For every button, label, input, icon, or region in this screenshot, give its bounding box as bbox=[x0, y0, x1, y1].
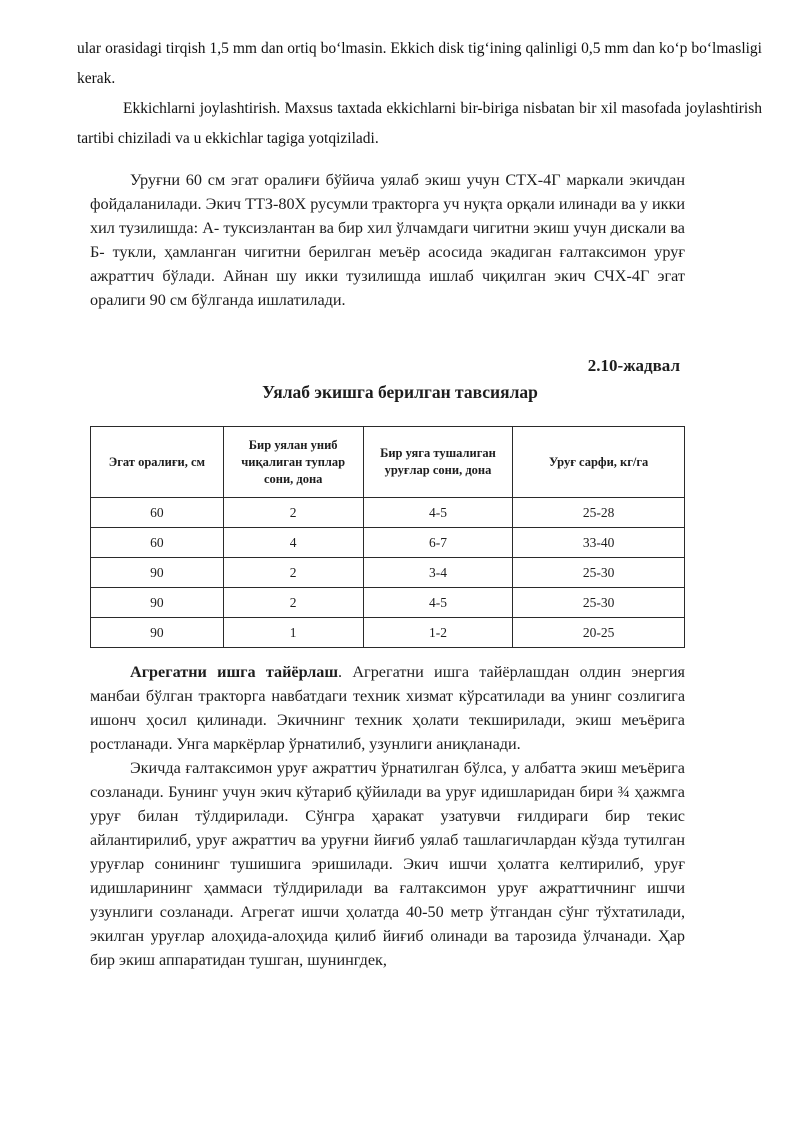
table-cell: 25-30 bbox=[513, 588, 685, 618]
table-row bbox=[91, 618, 685, 648]
table-header-cell: Уруғ сарфи, кг/га bbox=[513, 427, 685, 498]
table-cell: 90 bbox=[91, 588, 224, 618]
table-cell: 60 bbox=[91, 528, 224, 558]
table-cell: 6-7 bbox=[363, 528, 513, 558]
section-heading: Агрегатни ишга тайёрлаш bbox=[130, 663, 339, 681]
table-cell: 3-4 bbox=[363, 558, 513, 588]
table-cell: 2 bbox=[223, 588, 363, 618]
table-header-cell: Бир уялан униб чиқалиган туплар сони, дона bbox=[223, 427, 363, 498]
scan-intro-block bbox=[90, 168, 685, 312]
table-cell: 4-5 bbox=[363, 498, 513, 528]
table-cell: 90 bbox=[91, 618, 224, 648]
table-row bbox=[91, 528, 685, 558]
scan-aggregate-paragraph-2: Экичда ғалтаксимон уруғ ажраттич ўрнатилган бўлса, у албатта экиш меъёрига созланади. Бунинг учун экич кўтариб қўйилади ва уруғ идишларидан бири ¾ ҳажмга уруғ билан тўлдирилади. Сўнгра ҳаракат узатувчи ғилдираги бир текис айлантирилиб, уруғ ажраттич ва уруғни йиғиб уялаб ташлагичлардан кўзда тутилган уруғлар сонининг тушишига эришилади. Экич ишчи ҳолатга келтирилиб, уруғ идишларининг ҳаммаси тўлдирилади ва ғалтаксимон уруғ ажраттичнинг ишчи узунлиги созланади. Агрегат ишчи ҳолатда 40-50 метр ўтгандан сўнг тўхтатилади, экилган уруғлар алоҳида-алоҳида қилиб йиғиб олинади ва тарозида ўлчанади. Ҳар бир экиш аппаратидан тушган, шунингдек, bbox=[90, 759, 685, 969]
typed-paragraph-2: Ekkichlarni joylashtirish. Maxsus taxtada ekkichlarni bir-biriga nisbatan bir xil masofada joylashtirish tartibi chiziladi va u ekkichlar tagiga yotqiziladi. bbox=[77, 100, 762, 147]
table-cell: 4-5 bbox=[363, 588, 513, 618]
table-cell: 1 bbox=[223, 618, 363, 648]
table-header-cell: Эгат оралиғи, см bbox=[91, 427, 224, 498]
table-title: Уялаб экишга берилган тавсиялар bbox=[262, 382, 538, 402]
table-cell: 2 bbox=[223, 558, 363, 588]
table-cell: 2 bbox=[223, 498, 363, 528]
scan-aggregate-text: . Агрегатни ишга тайёрлашдан олдин энергия манбаи бўлган тракторга навбатдаги техник хизмат кўрсатилади ва унинг созлигига ишонч ҳосил қилинади. Экичнинг техник ҳолати текширилади, экиш меъёрига ростланади. Унга маркёрлар ўрнатилиб, узунлиги аниқланади. bbox=[90, 663, 685, 753]
table-cell: 25-28 bbox=[513, 498, 685, 528]
table-cell: 1-2 bbox=[363, 618, 513, 648]
table-cell: 25-30 bbox=[513, 558, 685, 588]
table-number: 2.10-жадвал bbox=[587, 356, 680, 375]
table-cell: 90 bbox=[91, 558, 224, 588]
table-cell: 4 bbox=[223, 528, 363, 558]
table-row bbox=[91, 558, 685, 588]
recommendations-table bbox=[90, 426, 685, 648]
scanned-page-image bbox=[0, 160, 800, 1120]
table-cell: 60 bbox=[91, 498, 224, 528]
table-header-row bbox=[91, 427, 685, 498]
scan-intro-paragraph: Уруғни 60 см эгат оралиғи бўйича уялаб экиш учун СТХ-4Г маркали экичдан фойдаланилади. Экич ТТЗ-80Х русумли тракторга уч нуқта орқали илинади ва у икки хил тузилишда: А- туксизлантан ва бир хил ўлчамдаги чигитни экиш учун дискали ва Б- тукли, ҳамланган чигитни берилган меъёр асосида экадиган ғалтаксимон уруғ ажраттич бўлади. Айнан шу икки тузилишда ишлаб чиқилган экич СЧХ-4Г эгат оралиги 90 см бўлганда ишлатилади. bbox=[90, 171, 685, 309]
table-row bbox=[91, 498, 685, 528]
scan-aggregate-block bbox=[90, 660, 685, 972]
table-cell: 33-40 bbox=[513, 528, 685, 558]
scan-aggregate-paragraph bbox=[90, 660, 685, 756]
typed-paragraph-1: ular orasidagi tirqish 1,5 mm dan ortiq bo‘lmasin. Ekkich disk tig‘ining qalinligi 0,5 mm dan ko‘p bo‘lmasligi kerak. bbox=[77, 40, 762, 87]
table-cell: 20-25 bbox=[513, 618, 685, 648]
table-row bbox=[91, 588, 685, 618]
table-header-cell: Бир уяга тушалиган уруғлар сони, дона bbox=[363, 427, 513, 498]
typed-text-block bbox=[77, 34, 762, 154]
